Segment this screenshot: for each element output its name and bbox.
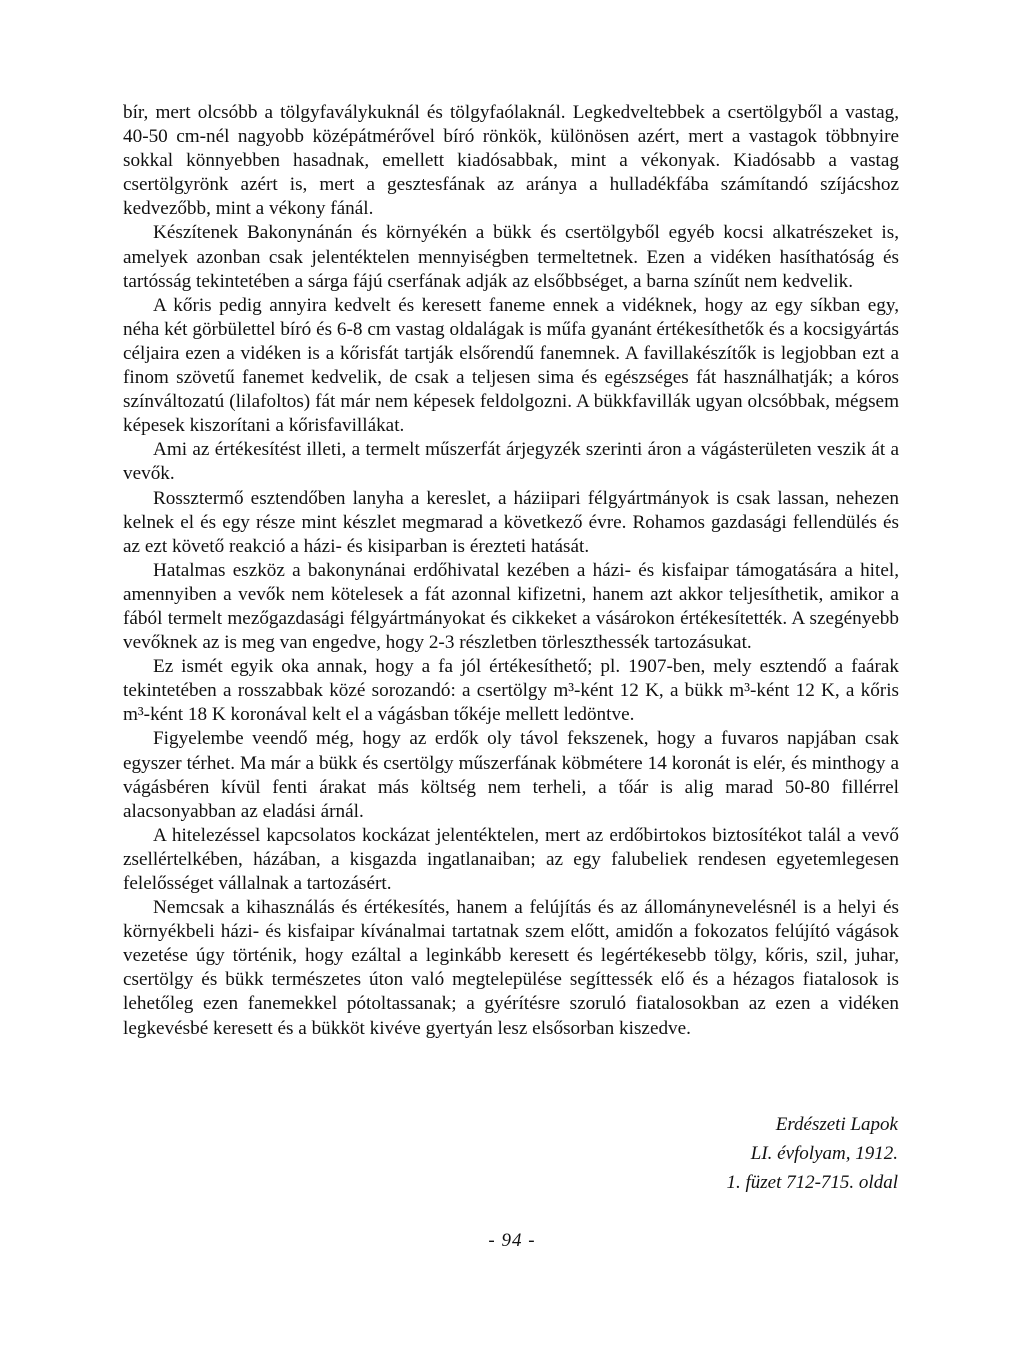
paragraph-9: A hitelezéssel kapcsolatos kockázat jelentéktelen, mert az erdőbirtokos biztosítékot talál a vevő zsellértelkében, házában, a kisgazda ingatlanaiban; az egy falubeliek rendesen egyetemlegesen felelősséget vállalnak a tartozásért. <box>123 824 899 894</box>
source-volume: LI. évfolyam, 1912. <box>750 1143 898 1164</box>
paragraph-4: Ami az értékesítést illeti, a termelt műszerfát árjegyzék szerinti áron a vágásterületen veszik át a vevők. <box>123 439 899 485</box>
source-citation <box>726 1110 898 1197</box>
source-journal: Erdészeti Lapok <box>775 1114 898 1135</box>
paragraph-7: Ez ismét egyik oka annak, hogy a fa jól értékesíthető; pl. 1907-ben, mely esztendő a faárak tekintetében a rosszabbak közé sorozandó: a csertölgy m³-ként 12 K, a bükk m³-ként 12 K, a kőris m³-ként 18 K koronával kelt el a vágásban tőkéje mellett ledöntve. <box>123 656 899 726</box>
paragraph-3: A kőris pedig annyira kedvelt és keresett faneme ennek a vidéknek, hogy az egy síkban egy, néha két görbülettel bíró és 6-8 cm vastag oldalágak is műfa gyanánt értékesíthetők és a kocsigyártás céljaira ezen a vidéken is a kőrisfát tartják elsőrendű fanemnek. A favillakészítők is legjobban ezt a finom szövetű fanemet kedvelik, de csak a teljesen sima és egészséges fát használhatják; a kóros színváltozatú (lilafoltos) fát már nem képesek feldolgozni. A bükkfavillák ugyan olcsóbbak, mégsem képesek kiszorítani a kőrisfavillákat. <box>123 294 899 437</box>
paragraph-1: bír, mert olcsóbb a tölgyfaválykuknál és tölgyfaólaknál. Legkedveltebbek a csertölgyből a vastag, 40-50 cm-nél nagyobb középátmérővel bíró rönkök, különösen azért, mert a vastagok többnyire sokkal könnyebben hasadnak, emellett kiadósabbak, mint a vékonyak. Kiadósabb a vastag csertölgyrönk azért is, mert a gesztesfának az aránya a hulladékfába számítandó szíjácshoz kedvezőbb, mint a vékony fánál. <box>123 102 899 220</box>
article-body <box>123 101 899 1041</box>
paragraph-10: Nemcsak a kihasználás és értékesítés, hanem a felújítás és az állománynevelésnél is a helyi és környékbeli házi- és kisfaipar kívánalmai tartatnak szem előtt, amidőn a fokozatos felújító vágások vezetése úgy történik, hogy ezáltal a leginkább keresett és legértékesebb tölgy, kőris, szil, juhar, csertölgy és bükk természetes úton való megtelepülése segíttessék elő és a hézagos fiatalosok is lehetőleg ezen fanemekkel pótoltassanak; a gyérítésre szoruló fiatalosokban az ezen a vidéken legkevésbé keresett és a bükköt kivéve gyertyán lesz elsősorban kiszedve. <box>123 897 899 1039</box>
source-pages: 1. füzet 712-715. oldal <box>726 1172 898 1193</box>
page-number: - 94 - <box>488 1230 536 1251</box>
paragraph-5: Rossztermő esztendőben lanyha a kereslet, a háziipari félgyártmányok is csak lassan, nehezen kelnek el és egy része mint készlet megmarad a következő évre. Rohamos gazdasági fellendülés és az ezt követő reakció a házi- és kisiparban is érezteti hatását. <box>123 487 899 557</box>
paragraph-6: Hatalmas eszköz a bakonynánai erdőhivatal kezében a házi- és kisfaipar támogatására a hitel, amennyiben a vevők nem kötelesek a fát azonnal kifizetni, hanem azt akkor teljesíthetik, amikor a fából termelt mezőgazdasági félgyártmányokat és cikkeket a vásárokon értékesítették. A szegényebb vevőknek az is meg van engedve, hogy 2-3 részletben törleszthessék tartozásukat. <box>123 559 899 654</box>
paragraph-2: Készítenek Bakonynánán és környékén a bükk és csertölgyből egyéb kocsi alkatrészeket is, amelyek azonban csak jelentéktelen mennyiségben termeltetnek. Ezen a vidéken hasíthatóság és tartósság tekintetében a sárga fájú cserfának adják az elsőbbséget, a barna színűt nem kedvelik. <box>123 222 899 292</box>
paragraph-8: Figyelembe veendő még, hogy az erdők oly távol fekszenek, hogy a fuvaros napjában csak egyszer térhet. Ma már a bükk és csertölgy műszerfának köbmétere 14 koronát is elér, és minthogy a vágásbéren kívül fenti árakat más költség nem terheli, a tőár is alig marad 50-80 fillérrel alacsonyabban az eladási árnál. <box>123 728 899 822</box>
